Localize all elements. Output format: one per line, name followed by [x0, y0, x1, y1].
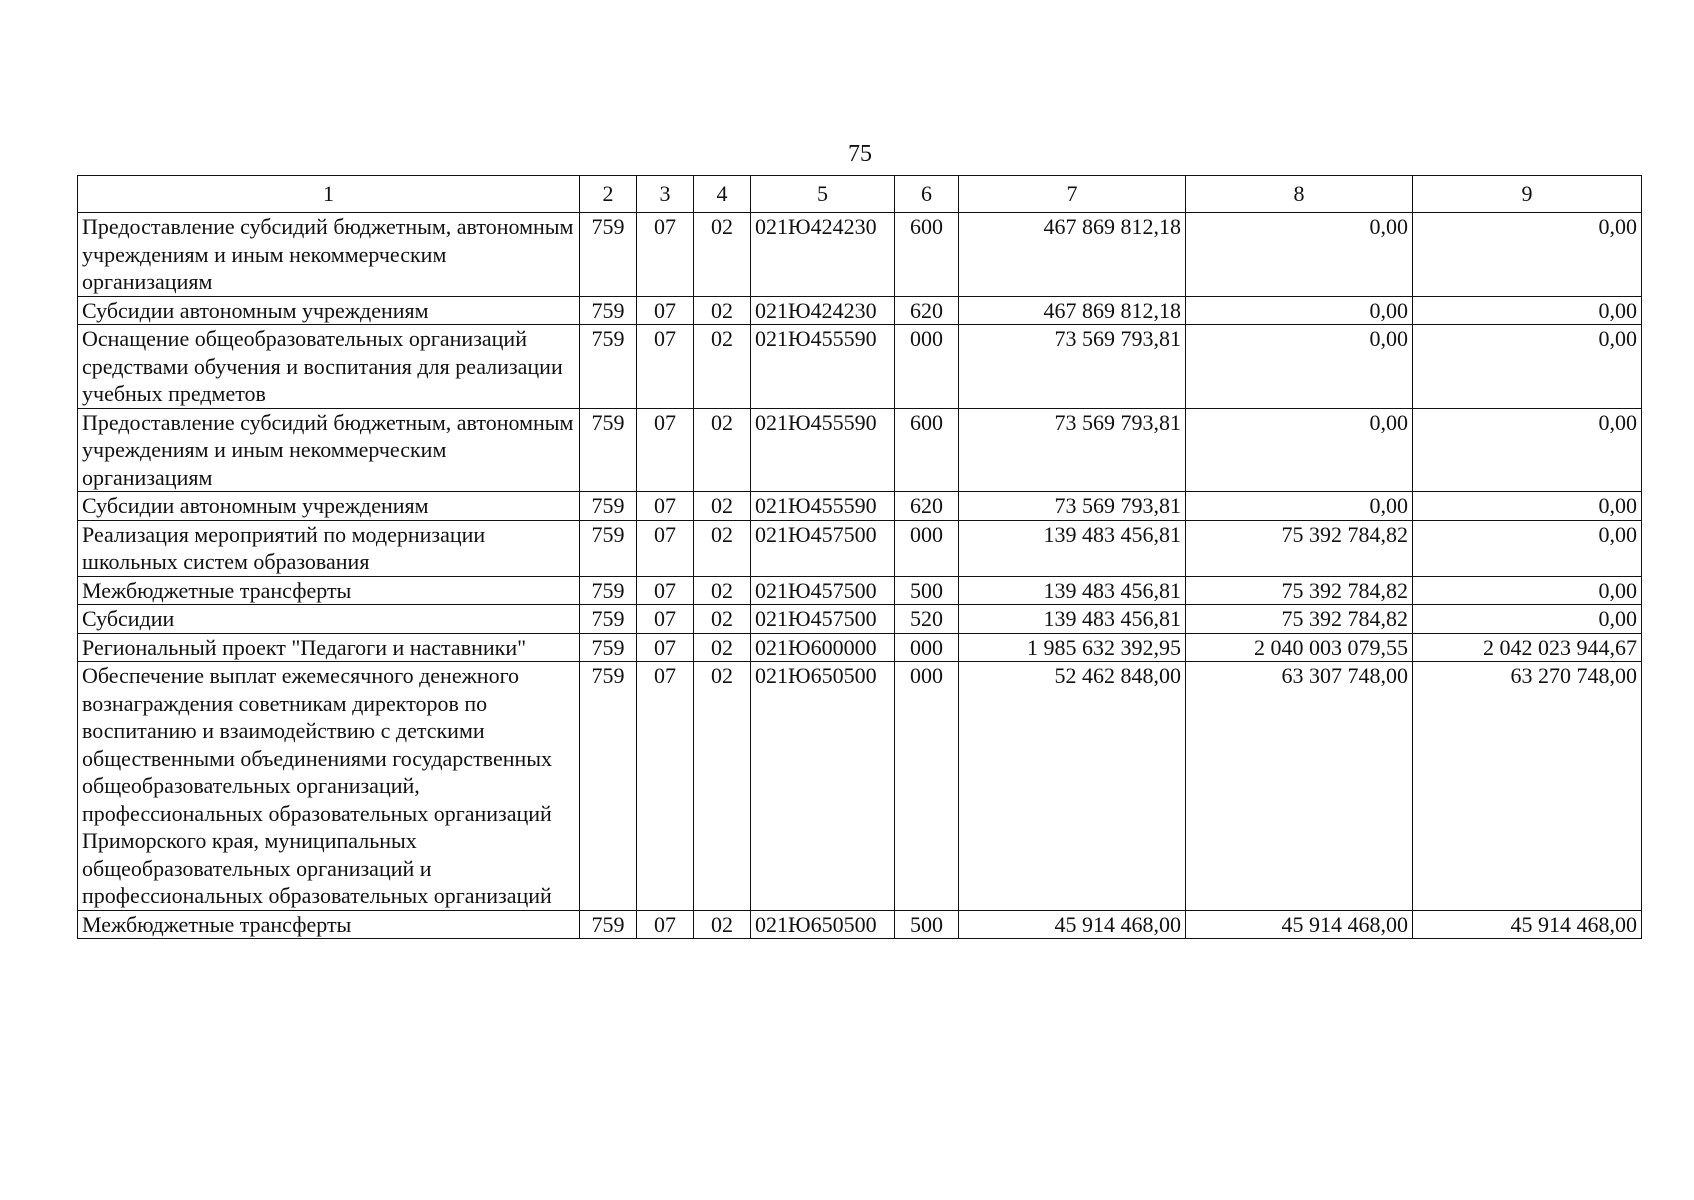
expense-type-code-cell: 500: [895, 576, 959, 605]
expense-type-code-cell: 000: [895, 662, 959, 911]
table-row: [78, 520, 1642, 576]
row-name-cell: Предоставление субсидий бюджетным, автономным учреждениям и иным некоммерческим организациям: [78, 408, 580, 492]
column-number: 6: [895, 176, 959, 213]
table-row: [78, 633, 1642, 662]
amount-col7-cell: 139 483 456,81: [959, 520, 1186, 576]
subsection-code-cell: 02: [694, 576, 751, 605]
expense-type-code-cell: 620: [895, 492, 959, 521]
amount-col9-cell: 0,00: [1413, 296, 1642, 325]
subsection-code-cell: 02: [694, 605, 751, 634]
section-code-cell: 07: [637, 213, 694, 297]
subsection-code-cell: 02: [694, 325, 751, 409]
target-article-code-cell: 021Ю457500: [751, 605, 895, 634]
section-code-cell: 07: [637, 633, 694, 662]
ministry-code-cell: 759: [580, 910, 637, 939]
page-number: 75: [848, 141, 872, 167]
table-row: [78, 492, 1642, 521]
subsection-code-cell: 02: [694, 213, 751, 297]
expense-type-code-cell: 000: [895, 520, 959, 576]
row-name-cell: Межбюджетные трансферты: [78, 576, 580, 605]
amount-col8-cell: 0,00: [1186, 296, 1413, 325]
ministry-code-cell: 759: [580, 296, 637, 325]
ministry-code-cell: 759: [580, 213, 637, 297]
target-article-code-cell: 021Ю457500: [751, 520, 895, 576]
amount-col9-cell: 45 914 468,00: [1413, 910, 1642, 939]
row-name-cell: Региональный проект "Педагоги и наставники": [78, 633, 580, 662]
column-number-row: [78, 176, 1642, 213]
table-row: [78, 910, 1642, 939]
amount-col9-cell: 2 042 023 944,67: [1413, 633, 1642, 662]
ministry-code-cell: 759: [580, 662, 637, 911]
amount-col9-cell: 0,00: [1413, 605, 1642, 634]
expense-type-code-cell: 000: [895, 325, 959, 409]
target-article-code-cell: 021Ю600000: [751, 633, 895, 662]
ministry-code-cell: 759: [580, 633, 637, 662]
subsection-code-cell: 02: [694, 910, 751, 939]
amount-col7-cell: 73 569 793,81: [959, 408, 1186, 492]
column-number: 2: [580, 176, 637, 213]
table-row: [78, 325, 1642, 409]
amount-col8-cell: 2 040 003 079,55: [1186, 633, 1413, 662]
amount-col8-cell: 45 914 468,00: [1186, 910, 1413, 939]
amount-col7-cell: 73 569 793,81: [959, 492, 1186, 521]
amount-col9-cell: 0,00: [1413, 408, 1642, 492]
amount-col7-cell: 45 914 468,00: [959, 910, 1186, 939]
row-name-cell: Межбюджетные трансферты: [78, 910, 580, 939]
amount-col8-cell: 0,00: [1186, 408, 1413, 492]
table-row: [78, 662, 1642, 911]
amount-col8-cell: 0,00: [1186, 492, 1413, 521]
column-number: 5: [751, 176, 895, 213]
section-code-cell: 07: [637, 325, 694, 409]
expense-type-code-cell: 620: [895, 296, 959, 325]
budget-table: [77, 175, 1642, 939]
ministry-code-cell: 759: [580, 576, 637, 605]
table-row: [78, 213, 1642, 297]
amount-col7-cell: 139 483 456,81: [959, 576, 1186, 605]
ministry-code-cell: 759: [580, 325, 637, 409]
target-article-code-cell: 021Ю424230: [751, 296, 895, 325]
amount-col9-cell: 0,00: [1413, 213, 1642, 297]
amount-col7-cell: 139 483 456,81: [959, 605, 1186, 634]
section-code-cell: 07: [637, 296, 694, 325]
section-code-cell: 07: [637, 408, 694, 492]
target-article-code-cell: 021Ю455590: [751, 325, 895, 409]
column-number: 8: [1186, 176, 1413, 213]
section-code-cell: 07: [637, 910, 694, 939]
subsection-code-cell: 02: [694, 633, 751, 662]
column-number: 7: [959, 176, 1186, 213]
expense-type-code-cell: 000: [895, 633, 959, 662]
table-row: [78, 576, 1642, 605]
row-name-cell: Субсидии: [78, 605, 580, 634]
subsection-code-cell: 02: [694, 296, 751, 325]
target-article-code-cell: 021Ю455590: [751, 408, 895, 492]
amount-col9-cell: 0,00: [1413, 576, 1642, 605]
row-name-cell: Оснащение общеобразовательных организаций средствами обучения и воспитания для реализации учебных предметов: [78, 325, 580, 409]
ministry-code-cell: 759: [580, 520, 637, 576]
target-article-code-cell: 021Ю457500: [751, 576, 895, 605]
column-number: 4: [694, 176, 751, 213]
column-number: 3: [637, 176, 694, 213]
amount-col8-cell: 63 307 748,00: [1186, 662, 1413, 911]
amount-col8-cell: 75 392 784,82: [1186, 520, 1413, 576]
amount-col8-cell: 75 392 784,82: [1186, 576, 1413, 605]
amount-col9-cell: 0,00: [1413, 325, 1642, 409]
row-name-cell: Субсидии автономным учреждениям: [78, 296, 580, 325]
section-code-cell: 07: [637, 662, 694, 911]
row-name-cell: Обеспечение выплат ежемесячного денежного вознаграждения советникам директоров по воспитанию и взаимодействию с детскими общественными объединениями государственных общеобразовательных организаций, профессиональных образовательных организаций Приморского края, муниципальных общеобразовательных организаций и профессиональных образовательных организаций: [78, 662, 580, 911]
amount-col9-cell: 63 270 748,00: [1413, 662, 1642, 911]
row-name-cell: Реализация мероприятий по модернизации школьных систем образования: [78, 520, 580, 576]
expense-type-code-cell: 600: [895, 213, 959, 297]
amount-col7-cell: 467 869 812,18: [959, 213, 1186, 297]
amount-col8-cell: 0,00: [1186, 325, 1413, 409]
amount-col9-cell: 0,00: [1413, 520, 1642, 576]
amount-col9-cell: 0,00: [1413, 492, 1642, 521]
subsection-code-cell: 02: [694, 408, 751, 492]
amount-col7-cell: 467 869 812,18: [959, 296, 1186, 325]
table-row: [78, 605, 1642, 634]
target-article-code-cell: 021Ю455590: [751, 492, 895, 521]
amount-col7-cell: 52 462 848,00: [959, 662, 1186, 911]
amount-col8-cell: 0,00: [1186, 213, 1413, 297]
target-article-code-cell: 021Ю424230: [751, 213, 895, 297]
column-number: 1: [78, 176, 580, 213]
expense-type-code-cell: 520: [895, 605, 959, 634]
ministry-code-cell: 759: [580, 492, 637, 521]
expense-type-code-cell: 500: [895, 910, 959, 939]
amount-col8-cell: 75 392 784,82: [1186, 605, 1413, 634]
amount-col7-cell: 1 985 632 392,95: [959, 633, 1186, 662]
subsection-code-cell: 02: [694, 520, 751, 576]
amount-col7-cell: 73 569 793,81: [959, 325, 1186, 409]
table-row: [78, 408, 1642, 492]
section-code-cell: 07: [637, 576, 694, 605]
target-article-code-cell: 021Ю650500: [751, 662, 895, 911]
subsection-code-cell: 02: [694, 492, 751, 521]
table-row: [78, 296, 1642, 325]
subsection-code-cell: 02: [694, 662, 751, 911]
expense-type-code-cell: 600: [895, 408, 959, 492]
column-number: 9: [1413, 176, 1642, 213]
section-code-cell: 07: [637, 492, 694, 521]
ministry-code-cell: 759: [580, 605, 637, 634]
target-article-code-cell: 021Ю650500: [751, 910, 895, 939]
ministry-code-cell: 759: [580, 408, 637, 492]
section-code-cell: 07: [637, 605, 694, 634]
row-name-cell: Предоставление субсидий бюджетным, автономным учреждениям и иным некоммерческим организациям: [78, 213, 580, 297]
row-name-cell: Субсидии автономным учреждениям: [78, 492, 580, 521]
section-code-cell: 07: [637, 520, 694, 576]
